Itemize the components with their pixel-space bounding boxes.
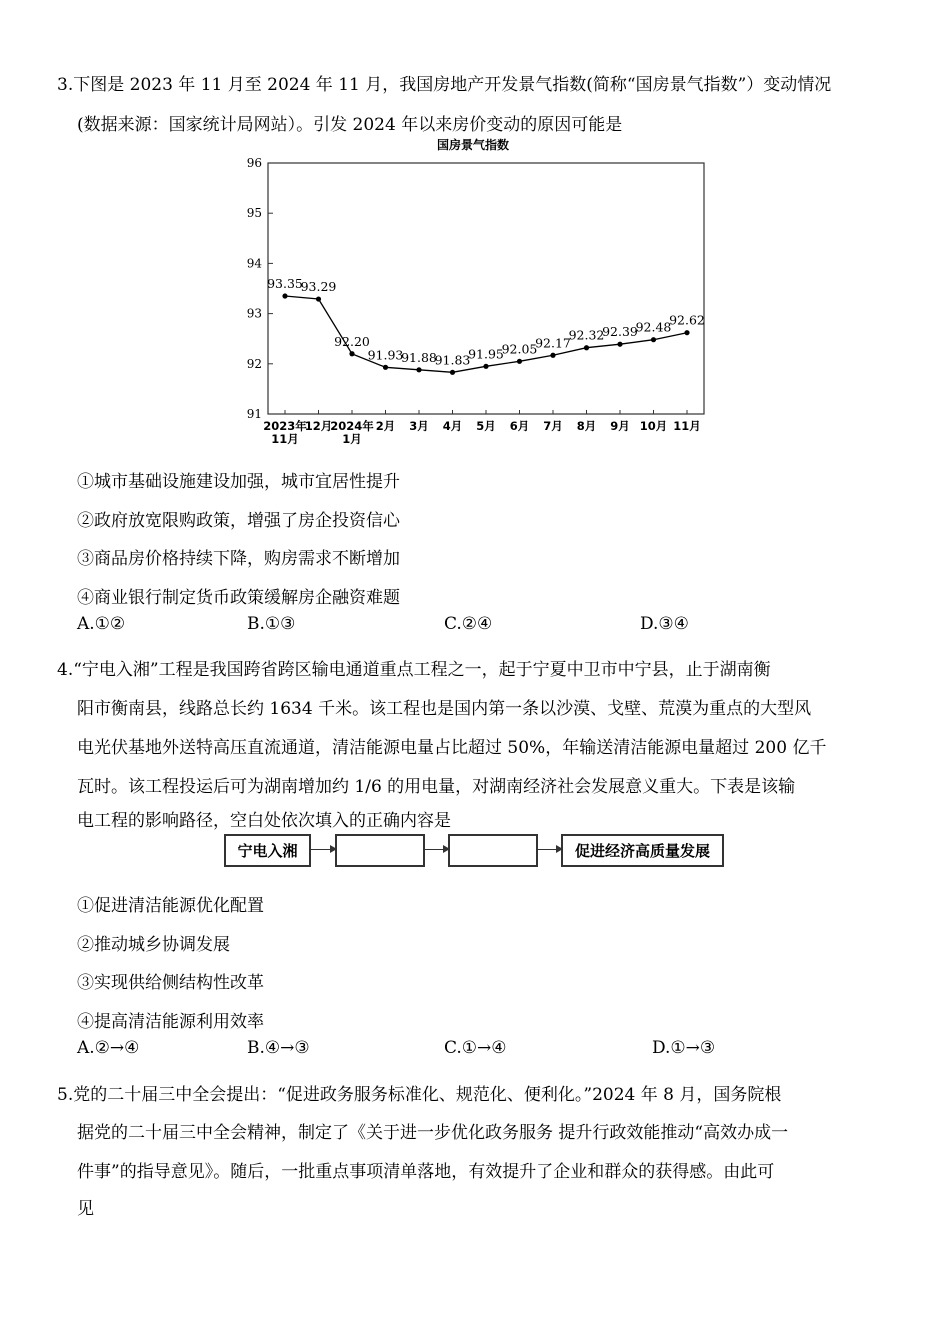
- q4-stem-line1: 4.“宁电入湘”工程是我国跨省跨区输电通道重点工程之一，起于宁夏中卫市中宁县，止于湖南衡: [57, 660, 771, 680]
- data-label: 92.20: [334, 333, 370, 349]
- data-label: 93.35: [267, 276, 303, 292]
- flow-arrow-1: [311, 849, 335, 850]
- q4-item-2: ②推动城乡协调发展: [77, 935, 230, 955]
- x-tick-label: 12月: [304, 419, 333, 433]
- q3-option-b[interactable]: B.①③: [247, 614, 296, 634]
- x-tick-label: 7月: [543, 419, 563, 433]
- data-label: 92.39: [602, 324, 638, 340]
- data-point: [282, 293, 287, 298]
- data-label: 91.83: [434, 352, 471, 368]
- data-label: 92.05: [501, 341, 538, 357]
- x-tick-label: 6月: [509, 419, 530, 433]
- flow-arrow-3: [538, 849, 561, 850]
- q3-item-1: ①城市基础设施建设加强，城市宜居性提升: [77, 472, 400, 492]
- data-label: 91.95: [468, 346, 504, 362]
- x-tick-label: 2024年: [330, 419, 374, 433]
- housing-index-chart: [228, 135, 728, 455]
- q5-stem-line4: 见: [77, 1199, 94, 1219]
- x-tick-label: 9月: [610, 419, 630, 433]
- q4-option-a[interactable]: A.②→④: [77, 1038, 140, 1058]
- y-tick-label: 94: [246, 256, 262, 271]
- data-point: [550, 353, 555, 358]
- x-tick-label: 1月: [342, 432, 362, 446]
- q3-option-d[interactable]: D.③④: [640, 614, 689, 634]
- data-point: [383, 365, 388, 370]
- data-label: 92.32: [568, 327, 605, 343]
- q3-option-c[interactable]: C.②④: [444, 614, 493, 634]
- x-tick-label: 11月: [673, 419, 701, 433]
- q3-item-3: ③商品房价格持续下降，购房需求不断增加: [77, 549, 400, 569]
- data-point: [617, 342, 622, 347]
- data-point: [517, 359, 522, 364]
- data-label: 92.62: [669, 312, 705, 328]
- flow-arrow-2: [425, 849, 448, 850]
- flow-box-start: 宁电入湘: [224, 834, 311, 867]
- data-point: [483, 364, 488, 369]
- q4-stem-line2: 阳市衡南县，线路总长约 1634 千米。该工程也是国内第一条以沙漠、戈壁、荒漠为重点的大型风: [77, 699, 812, 719]
- data-point: [349, 351, 354, 356]
- x-axis: [263, 410, 701, 446]
- q4-item-1: ①促进清洁能源优化配置: [77, 896, 264, 916]
- q4-option-d[interactable]: D.①→③: [652, 1038, 716, 1058]
- q5-stem-line3: 件事”的指导意见》。随后，一批重点事项清单落地，有效提升了企业和群众的获得感。由此可: [77, 1162, 775, 1182]
- x-tick-label: 4月: [442, 419, 463, 433]
- q4-stem-line4: 瓦时。该工程投运后可为湖南增加约 1/6 的用电量，对湖南经济社会发展意义重大。下表是该输: [77, 777, 796, 797]
- data-label: 91.88: [401, 349, 437, 365]
- data-point: [416, 367, 421, 372]
- y-tick-label: 95: [246, 206, 262, 221]
- data-point: [651, 337, 656, 342]
- y-tick-label: 96: [246, 156, 262, 170]
- q4-stem-line3: 电光伏基地外送特高压直流通道，清洁能源电量占比超过 50%，年输送清洁能源电量超过 200 亿千: [77, 738, 827, 758]
- x-tick-label: 8月: [576, 419, 597, 433]
- x-tick-label: 5月: [476, 419, 496, 433]
- data-label: 92.17: [535, 335, 571, 351]
- q3-stem-line1: 3.下图是 2023 年 11 月至 2024 年 11 月，我国房地产开发景气指数(简称“国房景气指数”）变动情况: [57, 75, 832, 95]
- q4-option-b[interactable]: B.④→③: [247, 1038, 310, 1058]
- y-tick-label: 91: [246, 407, 262, 421]
- y-tick-label: 93: [246, 306, 262, 321]
- data-point: [684, 330, 689, 335]
- data-label: 93.29: [300, 279, 337, 295]
- q3-item-4: ④商业银行制定货币政策缓解房企融资难题: [77, 588, 400, 608]
- q5-stem-line1: 5.党的二十届三中全会提出：“促进政务服务标准化、规范化、便利化。”2024 年 8 月，国务院根: [57, 1085, 782, 1105]
- y-tick-label: 92: [246, 356, 262, 371]
- x-tick-label: 2月: [375, 419, 396, 433]
- q4-stem-line5: 电工程的影响路径，空白处依次填入的正确内容是: [77, 811, 451, 831]
- flow-box-blank-1: [335, 834, 425, 867]
- q5-stem-line2: 据党的二十届三中全会精神，制定了《关于进一步优化政务服务 提升行政效能推动“高效办成一: [77, 1123, 789, 1143]
- data-point: [316, 296, 321, 301]
- q3-stem-line2: (数据来源：国家统计局网站）。引发 2024 年以来房价变动的原因可能是: [77, 115, 623, 135]
- flow-box-end: 促进经济高质量发展: [561, 834, 724, 867]
- q3-item-2: ②政府放宽限购政策，增强了房企投资信心: [77, 511, 400, 531]
- data-label: 92.48: [635, 319, 672, 335]
- q4-option-c[interactable]: C.①→④: [444, 1038, 507, 1058]
- x-tick-label: 2023年: [263, 419, 307, 433]
- x-tick-label: 10月: [639, 419, 668, 433]
- x-tick-label: 3月: [409, 419, 429, 433]
- q4-item-3: ③实现供给侧结构性改革: [77, 973, 264, 993]
- x-tick-label: 11月: [271, 432, 299, 446]
- data-point: [584, 345, 589, 350]
- data-label: 91.93: [367, 347, 404, 363]
- chart-title: 国房景气指数: [436, 138, 510, 152]
- q4-item-4: ④提高清洁能源利用效率: [77, 1012, 264, 1032]
- data-point: [450, 370, 455, 375]
- flow-box-blank-2: [448, 834, 538, 867]
- q3-option-a[interactable]: A.①②: [77, 614, 126, 634]
